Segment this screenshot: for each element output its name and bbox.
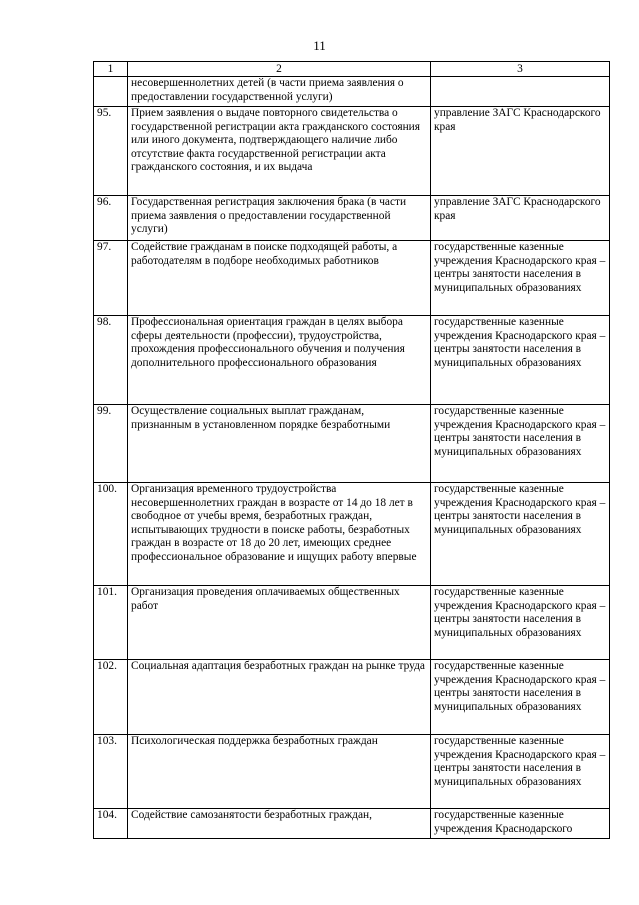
organization-name: государственные казенные учреждения Краснодарского края – центры занятости населения в муниципальных образованиях (431, 660, 610, 735)
row-number: 103. (94, 735, 128, 809)
row-number: 102. (94, 660, 128, 735)
organization-name (431, 77, 610, 107)
table-row (94, 196, 610, 241)
row-number: 99. (94, 405, 128, 483)
table-row (94, 405, 610, 483)
service-name: Осуществление социальных выплат гражданам, признанным в установленном порядке безработными (128, 405, 431, 483)
organization-name: государственные казенные учреждения Краснодарского края – центры занятости населения в муниципальных образованиях (431, 405, 610, 483)
service-name: Прием заявления о выдаче повторного свидетельства о государственной регистрации акта гражданского состояния или иного документа, подтверждающего наличие либо отсутствие факта государственной регистрации акта гражданского состояния, и их выдача (128, 107, 431, 196)
service-name: Организация временного трудоустройства несовершеннолетних граждан в возрасте от 14 до 18 лет в свободное от учебы время, безработных граждан, испытывающих трудности в поиске работы, безработных граждан в возрасте от 18 до 20 лет, имеющих среднее профессиональное образование и ищущих работу впервые (128, 483, 431, 586)
organization-name: управление ЗАГС Краснодарского края (431, 107, 610, 196)
table-row (94, 809, 610, 839)
service-name: Психологическая поддержка безработных граждан (128, 735, 431, 809)
row-number (94, 77, 128, 107)
table-row (94, 660, 610, 735)
service-name: Содействие самозанятости безработных граждан, (128, 809, 431, 839)
service-name: Организация проведения оплачиваемых общественных работ (128, 586, 431, 660)
header-cell-organization: 3 (431, 62, 610, 77)
row-number: 98. (94, 316, 128, 405)
service-name: Профессиональная ориентация граждан в целях выбора сферы деятельности (профессии), трудоустройства, прохождения профессионального обучения и получения дополнительного профессионального образования (128, 316, 431, 405)
table-row (94, 241, 610, 316)
table-row (94, 77, 610, 107)
row-number: 95. (94, 107, 128, 196)
header-cell-number: 1 (94, 62, 128, 77)
organization-name: государственные казенные учреждения Краснодарского (431, 809, 610, 839)
service-name: Социальная адаптация безработных граждан на рынке труда (128, 660, 431, 735)
organization-name: государственные казенные учреждения Краснодарского края – центры занятости населения в муниципальных образованиях (431, 586, 610, 660)
organization-name: государственные казенные учреждения Краснодарского края – центры занятости населения в муниципальных образованиях (431, 483, 610, 586)
row-number: 96. (94, 196, 128, 241)
table-row (94, 483, 610, 586)
organization-name: государственные казенные учреждения Краснодарского края – центры занятости населения в муниципальных образованиях (431, 735, 610, 809)
row-number: 97. (94, 241, 128, 316)
page-number: 11 (313, 38, 326, 53)
service-name: Содействие гражданам в поиске подходящей работы, а работодателям в подборе необходимых работников (128, 241, 431, 316)
table-row (94, 107, 610, 196)
table-row (94, 586, 610, 660)
service-name: несовершеннолетних детей (в части приема заявления о предоставлении государственной услуги) (128, 77, 431, 107)
header-cell-service: 2 (128, 62, 431, 77)
table-row (94, 735, 610, 809)
organization-name: управление ЗАГС Краснодарского края (431, 196, 610, 241)
organization-name: государственные казенные учреждения Краснодарского края – центры занятости населения в муниципальных образованиях (431, 316, 610, 405)
service-name: Государственная регистрация заключения брака (в части приема заявления о предоставлении государственной услуги) (128, 196, 431, 241)
services-table (93, 61, 610, 839)
row-number: 101. (94, 586, 128, 660)
row-number: 104. (94, 809, 128, 839)
table-header-row (94, 62, 610, 77)
organization-name: государственные казенные учреждения Краснодарского края – центры занятости населения в муниципальных образованиях (431, 241, 610, 316)
table-row (94, 316, 610, 405)
row-number: 100. (94, 483, 128, 586)
